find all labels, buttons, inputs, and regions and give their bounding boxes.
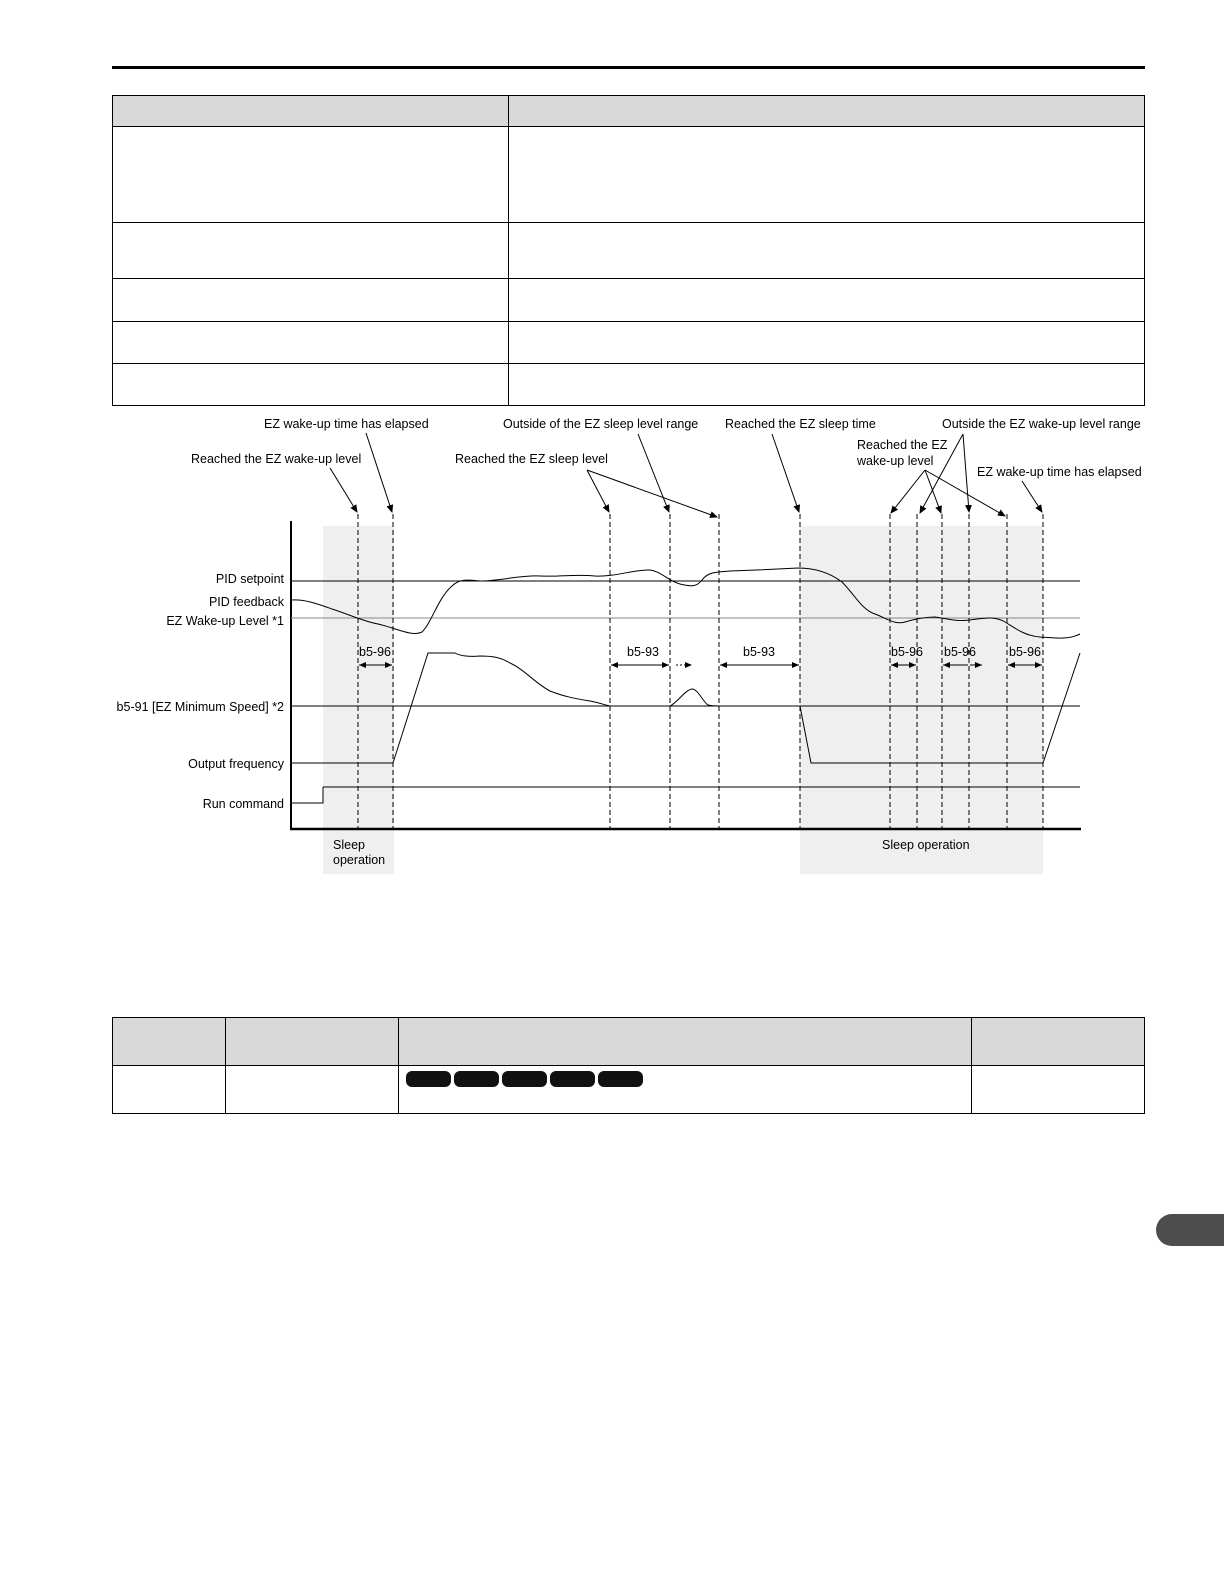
annotation-outside-wake: Outside the EZ wake-up level range bbox=[942, 417, 1141, 431]
chapter-tab bbox=[1156, 1214, 1224, 1246]
signal-label-output-freq: Output frequency bbox=[188, 757, 284, 771]
sleep-operation-label-1a: Sleep bbox=[333, 838, 365, 852]
interval-label: b5-96 bbox=[359, 645, 391, 659]
signal-label-min-speed: b5-91 [EZ Minimum Speed] *2 bbox=[116, 700, 284, 714]
table-header-row bbox=[113, 1018, 1145, 1066]
header-rule bbox=[112, 66, 1145, 69]
header-cell bbox=[113, 1018, 226, 1066]
header-cell bbox=[113, 96, 509, 127]
sleep-operation-label-1b: operation bbox=[333, 853, 386, 867]
interval-label: b5-93 bbox=[627, 645, 659, 659]
mode-tag bbox=[406, 1071, 451, 1087]
annotation-reached-wake-1: Reached the EZ wake-up level bbox=[191, 452, 362, 466]
annotation-reached-wake-2b: wake-up level bbox=[857, 454, 934, 468]
interval-label: b5-93 bbox=[743, 645, 775, 659]
header-cell bbox=[509, 96, 1145, 127]
parameter-table bbox=[112, 1017, 1145, 1114]
table-header-row bbox=[113, 96, 1145, 127]
sleep-operation-label-2: Sleep operation bbox=[882, 838, 970, 852]
header-cell bbox=[226, 1018, 399, 1066]
annotation-reached-wake-2a: Reached the EZ bbox=[857, 438, 948, 452]
interval-label: b5-96 bbox=[944, 645, 976, 659]
mode-tag bbox=[550, 1071, 595, 1087]
timing-chart bbox=[0, 405, 1224, 885]
header-cell bbox=[399, 1018, 972, 1066]
annotation-reached-sleep: Reached the EZ sleep level bbox=[455, 452, 608, 466]
table-row bbox=[113, 364, 1145, 406]
table-row bbox=[113, 322, 1145, 364]
table-row bbox=[113, 127, 1145, 223]
table-row bbox=[113, 223, 1145, 279]
interval-label: b5-96 bbox=[891, 645, 923, 659]
signal-label-wake-level: EZ Wake-up Level *1 bbox=[166, 614, 284, 628]
table-row bbox=[113, 1066, 1145, 1114]
annotation-wake-elapsed-2: EZ wake-up time has elapsed bbox=[977, 465, 1142, 479]
mode-tag bbox=[598, 1071, 643, 1087]
annotation-wake-elapsed-1: EZ wake-up time has elapsed bbox=[264, 417, 429, 431]
mode-tag bbox=[454, 1071, 499, 1087]
mode-tag bbox=[502, 1071, 547, 1087]
interval-label: b5-96 bbox=[1009, 645, 1041, 659]
run-command-waveform bbox=[291, 787, 323, 803]
mode-tags bbox=[399, 1066, 972, 1114]
signal-label-pid-setpoint: PID setpoint bbox=[215, 572, 284, 586]
settings-table bbox=[112, 95, 1145, 406]
annotation-outside-sleep: Outside of the EZ sleep level range bbox=[503, 417, 699, 431]
header-cell bbox=[972, 1018, 1145, 1066]
annotation-reached-sleep-time: Reached the EZ sleep time bbox=[725, 417, 876, 431]
signal-label-run-command: Run command bbox=[202, 797, 284, 811]
signal-label-pid-feedback: PID feedback bbox=[208, 595, 284, 609]
table-row bbox=[113, 279, 1145, 322]
